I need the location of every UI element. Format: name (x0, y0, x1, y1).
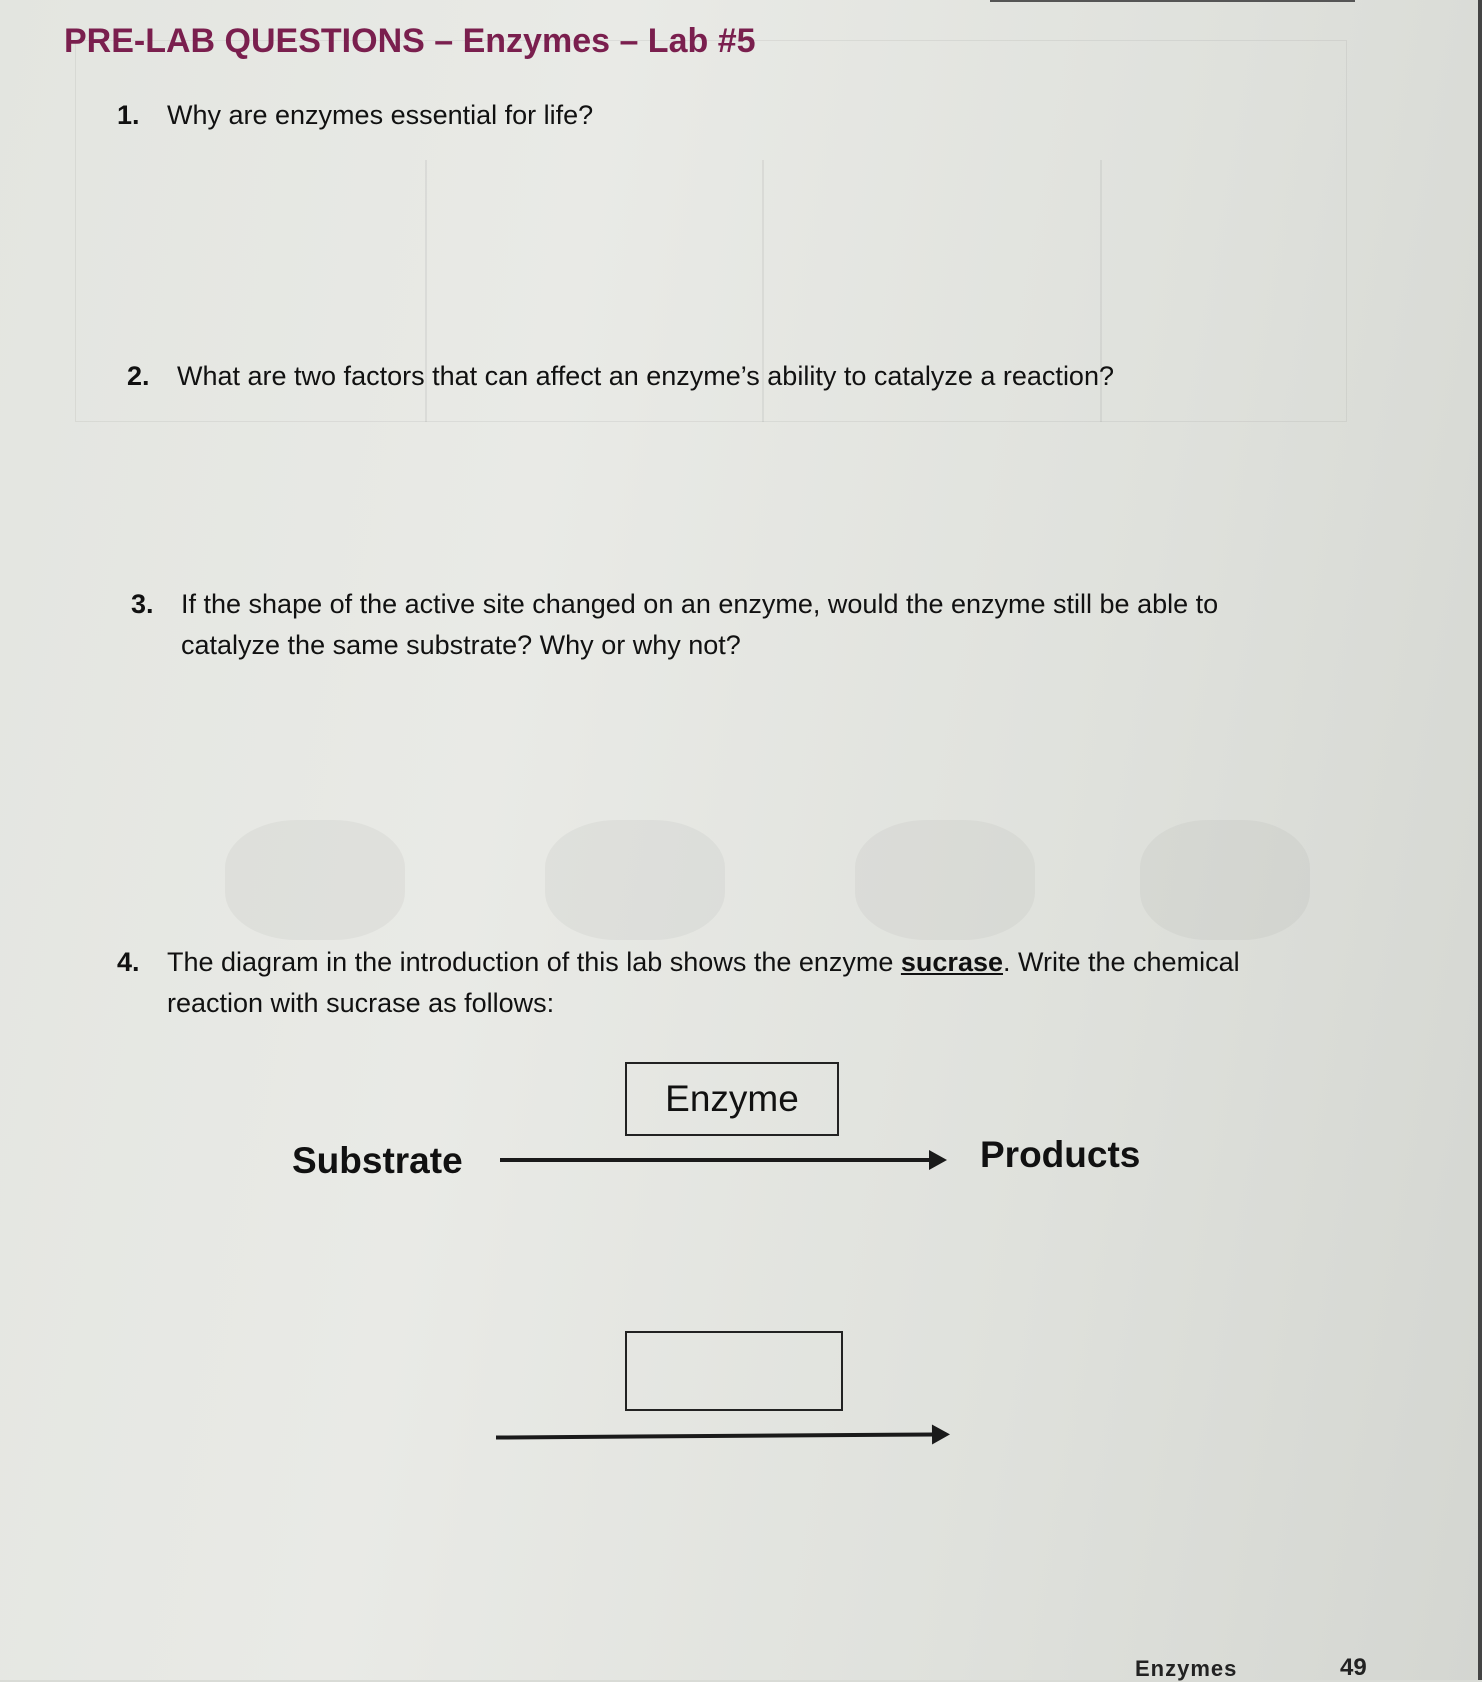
question-text-line: reaction with sucrase as follows: (167, 988, 555, 1018)
page-number: 49 (1340, 1654, 1367, 1681)
blank-reaction-arrow (496, 1432, 934, 1439)
blank-enzyme-box[interactable] (625, 1331, 843, 1411)
question-2 (127, 356, 1114, 397)
top-rule (990, 0, 1355, 2)
footer-label: Enzymes (1135, 1656, 1238, 1681)
question-text: Why are enzymes essential for life? (167, 100, 594, 130)
enzyme-name-emphasis: sucrase (900, 947, 1003, 977)
bleed-through-shape (1140, 820, 1310, 940)
question-text-part: . Write the chemical (1003, 947, 1240, 977)
question-text-line: If the shape of the active site changed on an enzyme, would the enzyme still be able to (181, 589, 1219, 619)
question-text-part: The diagram in the introduction of this lab shows the enzyme (167, 947, 901, 977)
page-title: PRE-LAB QUESTIONS – Enzymes – Lab #5 (64, 22, 756, 60)
question-4 (117, 942, 1240, 1024)
bleed-through-shape (545, 820, 725, 940)
substrate-label: Substrate (292, 1140, 463, 1181)
bleed-through-shape (855, 820, 1035, 940)
question-1 (117, 95, 593, 136)
question-number: 3. (131, 589, 154, 619)
question-3 (131, 584, 1218, 666)
question-text: What are two factors that can affect an enzyme’s ability to catalyze a reaction? (177, 361, 1114, 391)
question-number: 2. (127, 361, 150, 391)
question-text (167, 942, 1240, 1024)
question-number: 4. (117, 947, 140, 977)
enzyme-label-box: Enzyme (625, 1062, 839, 1136)
products-label: Products (980, 1134, 1141, 1175)
reaction-arrow (500, 1158, 931, 1162)
bleed-through-shape (225, 820, 405, 940)
page-edge (1478, 0, 1482, 1680)
question-text-line: catalyze the same substrate? Why or why not? (181, 630, 741, 660)
question-number: 1. (117, 100, 140, 130)
question-text (181, 584, 1218, 666)
